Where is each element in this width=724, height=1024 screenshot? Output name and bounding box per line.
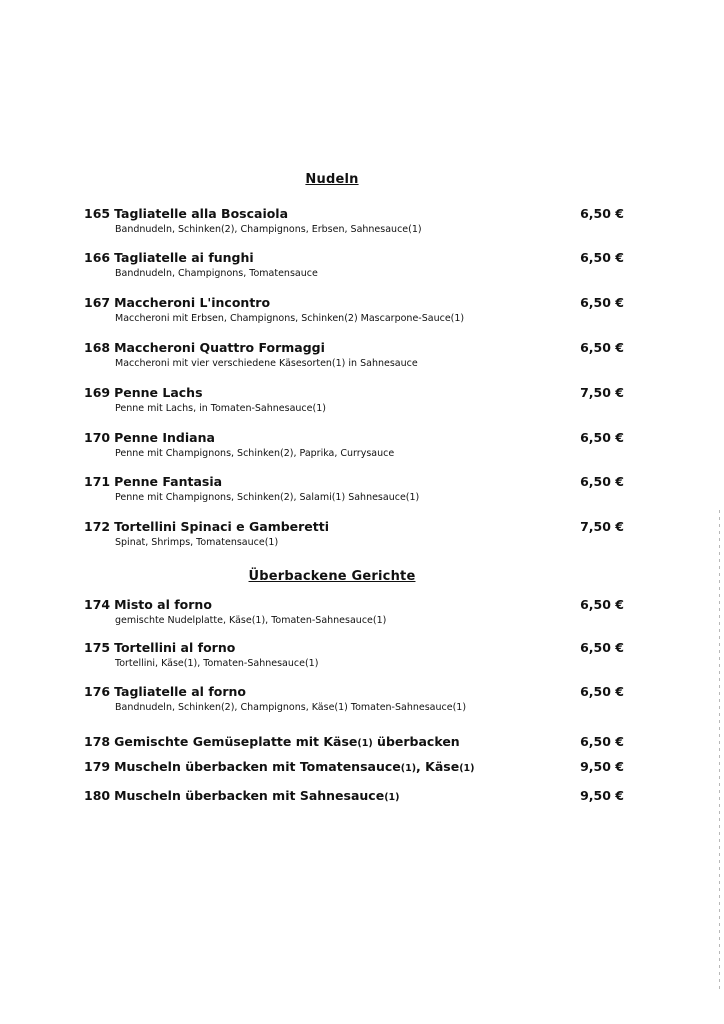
menu-item-174 <box>84 597 624 626</box>
menu-item-176 <box>84 684 624 713</box>
item-name <box>84 597 212 612</box>
item-number: 179 <box>84 759 111 774</box>
item-title: Muscheln überbacken mit Tomatensauce <box>114 759 401 774</box>
menu-item-165 <box>84 206 624 235</box>
item-price: 9,50 € <box>580 759 624 774</box>
item-name <box>84 734 460 749</box>
item-name <box>84 250 254 265</box>
item-number: 170 <box>84 430 111 445</box>
menu-item-167 <box>84 295 624 324</box>
allergen-note: (1) <box>384 792 400 803</box>
item-title: Penne Fantasia <box>114 474 223 489</box>
item-description: Tortellini, Käse(1), Tomaten-Sahnesauce(1) <box>115 658 319 669</box>
allergen-note: (1) <box>459 763 475 774</box>
item-description: Bandnudeln, Champignons, Tomatensauce <box>115 268 318 279</box>
item-description: Bandnudeln, Schinken(2), Champignons, Erbsen, Sahnesauce(1) <box>115 224 422 235</box>
item-name <box>84 759 474 774</box>
item-number: 178 <box>84 734 111 749</box>
item-number: 166 <box>84 250 111 265</box>
item-name <box>84 206 288 221</box>
item-title: Muscheln überbacken mit Sahnesauce <box>114 788 385 803</box>
menu-item-171 <box>84 474 624 503</box>
allergen-note: (1) <box>357 738 373 749</box>
item-name <box>84 340 325 355</box>
menu-item-175 <box>84 640 624 669</box>
item-price: 6,50 € <box>580 734 624 749</box>
menu-item-172 <box>84 519 624 548</box>
item-name <box>84 788 400 803</box>
item-price: 6,50 € <box>580 430 624 445</box>
item-title: Tagliatelle ai funghi <box>114 250 254 265</box>
item-title: Misto al forno <box>114 597 212 612</box>
item-title: Gemischte Gemüseplatte mit Käse <box>114 734 358 749</box>
item-description: Maccheroni mit vier verschiedene Käsesorten(1) in Sahnesauce <box>115 358 418 369</box>
item-description: gemischte Nudelplatte, Käse(1), Tomaten-Sahnesauce(1) <box>115 615 387 626</box>
item-title-suffix: , Käse <box>416 759 460 774</box>
menu-item-179 <box>84 759 624 774</box>
menu-item-168 <box>84 340 624 369</box>
item-title-suffix: überbacken <box>372 734 460 749</box>
menu-item-170 <box>84 430 624 459</box>
item-price: 6,50 € <box>580 597 624 612</box>
item-title: Tortellini Spinaci e Gamberetti <box>114 519 330 534</box>
item-number: 171 <box>84 474 111 489</box>
item-price: 6,50 € <box>580 295 624 310</box>
item-number: 172 <box>84 519 111 534</box>
menu-item-180 <box>84 788 624 803</box>
item-price: 6,50 € <box>580 474 624 489</box>
item-title: Tagliatelle al forno <box>114 684 246 699</box>
item-description: Spinat, Shrimps, Tomatensauce(1) <box>115 537 279 548</box>
item-description: Penne mit Champignons, Schinken(2), Salami(1) Sahnesauce(1) <box>115 492 420 503</box>
scan-edge-line <box>719 510 720 990</box>
item-description: Penne mit Lachs, in Tomaten-Sahnesauce(1) <box>115 403 326 414</box>
item-name <box>84 474 222 489</box>
item-name <box>84 385 203 400</box>
item-name <box>84 295 270 310</box>
item-name <box>84 684 246 699</box>
allergen-note: (1) <box>400 763 417 774</box>
item-title: Tagliatelle alla Boscaiola <box>114 206 289 221</box>
item-price: 6,50 € <box>580 640 624 655</box>
item-description: Bandnudeln, Schinken(2), Champignons, Käse(1) Tomaten-Sahnesauce(1) <box>115 702 467 713</box>
item-title: Penne Indiana <box>114 430 215 445</box>
item-name <box>84 519 329 534</box>
item-title: Maccheroni Quattro Formaggi <box>114 340 325 355</box>
item-price: 9,50 € <box>580 788 624 803</box>
item-number: 176 <box>84 684 111 699</box>
item-name <box>84 430 215 445</box>
item-description: Penne mit Champignons, Schinken(2), Paprika, Currysauce <box>115 448 395 459</box>
section-title-ueberbackene-gerichte: Überbackene Gerichte <box>248 569 416 584</box>
item-number: 174 <box>84 597 111 612</box>
item-price: 6,50 € <box>580 340 624 355</box>
menu-item-178 <box>84 734 624 749</box>
item-price: 6,50 € <box>580 684 624 699</box>
item-title: Penne Lachs <box>114 385 203 400</box>
item-number: 165 <box>84 206 111 221</box>
item-number: 180 <box>84 788 111 803</box>
item-price: 6,50 € <box>580 250 624 265</box>
item-number: 169 <box>84 385 111 400</box>
item-description: Maccheroni mit Erbsen, Champignons, Schinken(2) Mascarpone-Sauce(1) <box>115 313 465 324</box>
item-name <box>84 640 235 655</box>
item-number: 167 <box>84 295 111 310</box>
item-price: 7,50 € <box>580 385 624 400</box>
menu-item-169 <box>84 385 624 414</box>
item-number: 175 <box>84 640 111 655</box>
item-title: Maccheroni L'incontro <box>114 295 271 310</box>
item-number: 168 <box>84 340 111 355</box>
item-title: Tortellini al forno <box>114 640 236 655</box>
item-price: 7,50 € <box>580 519 624 534</box>
item-price: 6,50 € <box>580 206 624 221</box>
menu-item-166 <box>84 250 624 279</box>
section-title-nudeln: Nudeln <box>305 172 359 187</box>
